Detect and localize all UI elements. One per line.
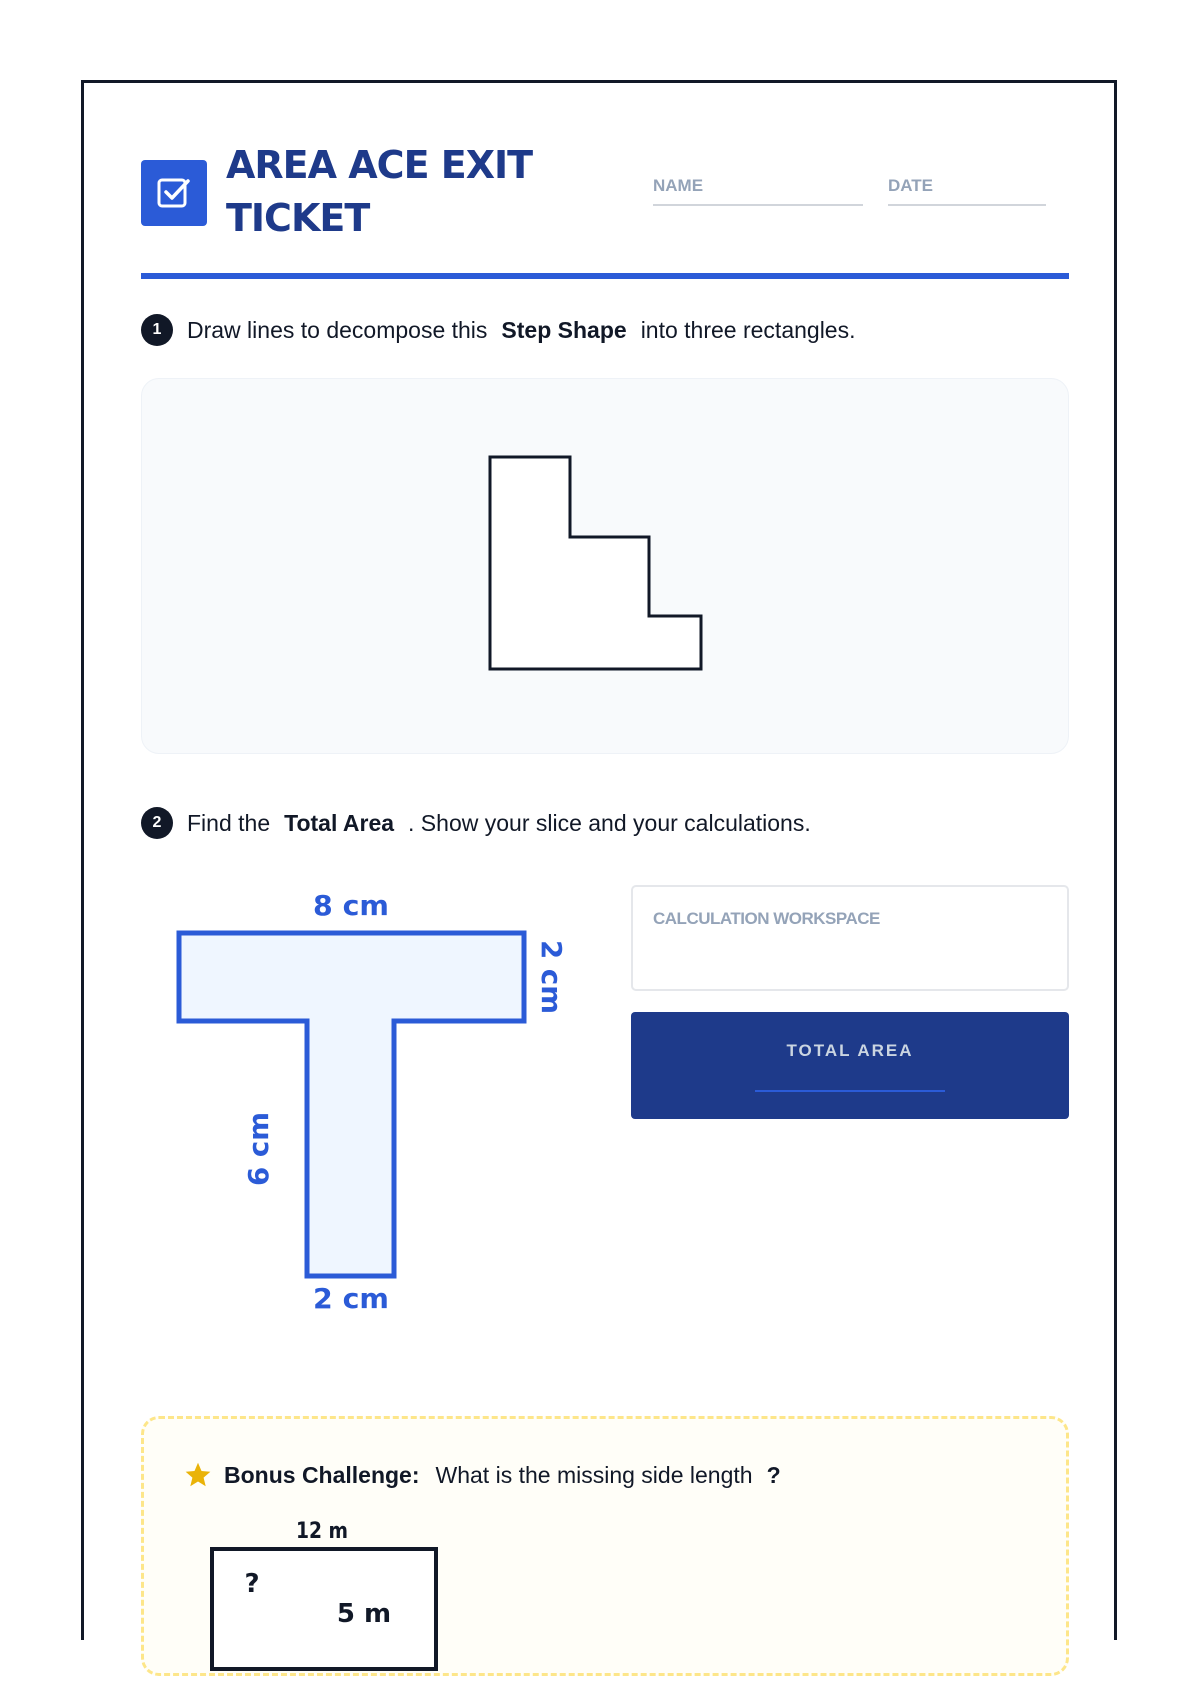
t-shape-left-dimension: 6 cm: [242, 1110, 275, 1186]
question-2-text-after: . Show your slice and your calculations.: [408, 809, 811, 836]
date-label: DATE: [888, 176, 934, 195]
question-1-emphasis: Step Shape: [501, 316, 627, 343]
bonus-shape: [212, 1549, 436, 1669]
question-2-text-before: Find the: [187, 809, 271, 836]
checkbox-icon: [141, 160, 207, 226]
question-1-number: 1: [141, 314, 173, 346]
step-shape: [490, 457, 701, 669]
step-shape-drawing-area[interactable]: [141, 378, 1069, 754]
exit-ticket-sheet: [81, 80, 1117, 1640]
bonus-shape-diagram: [204, 1514, 464, 1684]
t-shape-bottom-dimension: 2 cm: [313, 1282, 389, 1315]
total-area-answer-box[interactable]: [631, 1012, 1069, 1119]
question-2: [141, 807, 811, 839]
t-shape: [179, 933, 524, 1276]
calculation-workspace-label: CALCULATION WORKSPACE: [653, 909, 880, 928]
name-label: NAME: [653, 176, 704, 195]
t-shape-top-dimension: 8 cm: [313, 889, 389, 922]
page-title: AREA ACE EXIT TICKET: [226, 143, 533, 240]
calculation-workspace[interactable]: [631, 885, 1069, 991]
date-field[interactable]: [888, 176, 1046, 206]
bonus-question-text: What is the missing side length: [435, 1461, 753, 1488]
bonus-shape-top-label: 12 m: [296, 1519, 348, 1544]
question-1-text-after: into three rectangles.: [640, 316, 856, 343]
question-2-number: 2: [141, 807, 173, 839]
header-divider: [141, 273, 1069, 279]
bonus-question-mark: ?: [766, 1461, 781, 1488]
question-2-emphasis: Total Area: [284, 809, 395, 836]
bonus-shape-side-label: 5 m: [336, 1599, 392, 1629]
bonus-label: Bonus Challenge:: [224, 1461, 420, 1488]
question-1-text-before: Draw lines to decompose this: [187, 316, 488, 343]
step-shape-diagram: [142, 379, 1070, 755]
bonus-challenge: [141, 1416, 1069, 1676]
star-icon: [184, 1461, 212, 1489]
name-field[interactable]: [653, 176, 863, 206]
t-shape-diagram: [144, 873, 584, 1333]
total-area-label: TOTAL AREA: [786, 1041, 914, 1060]
t-shape-right-dimension: 2 cm: [535, 940, 568, 1016]
total-area-answer-line[interactable]: [755, 1090, 945, 1092]
bonus-shape-unknown: ?: [244, 1569, 260, 1599]
question-1: [141, 314, 855, 346]
bonus-question: [184, 1461, 797, 1489]
